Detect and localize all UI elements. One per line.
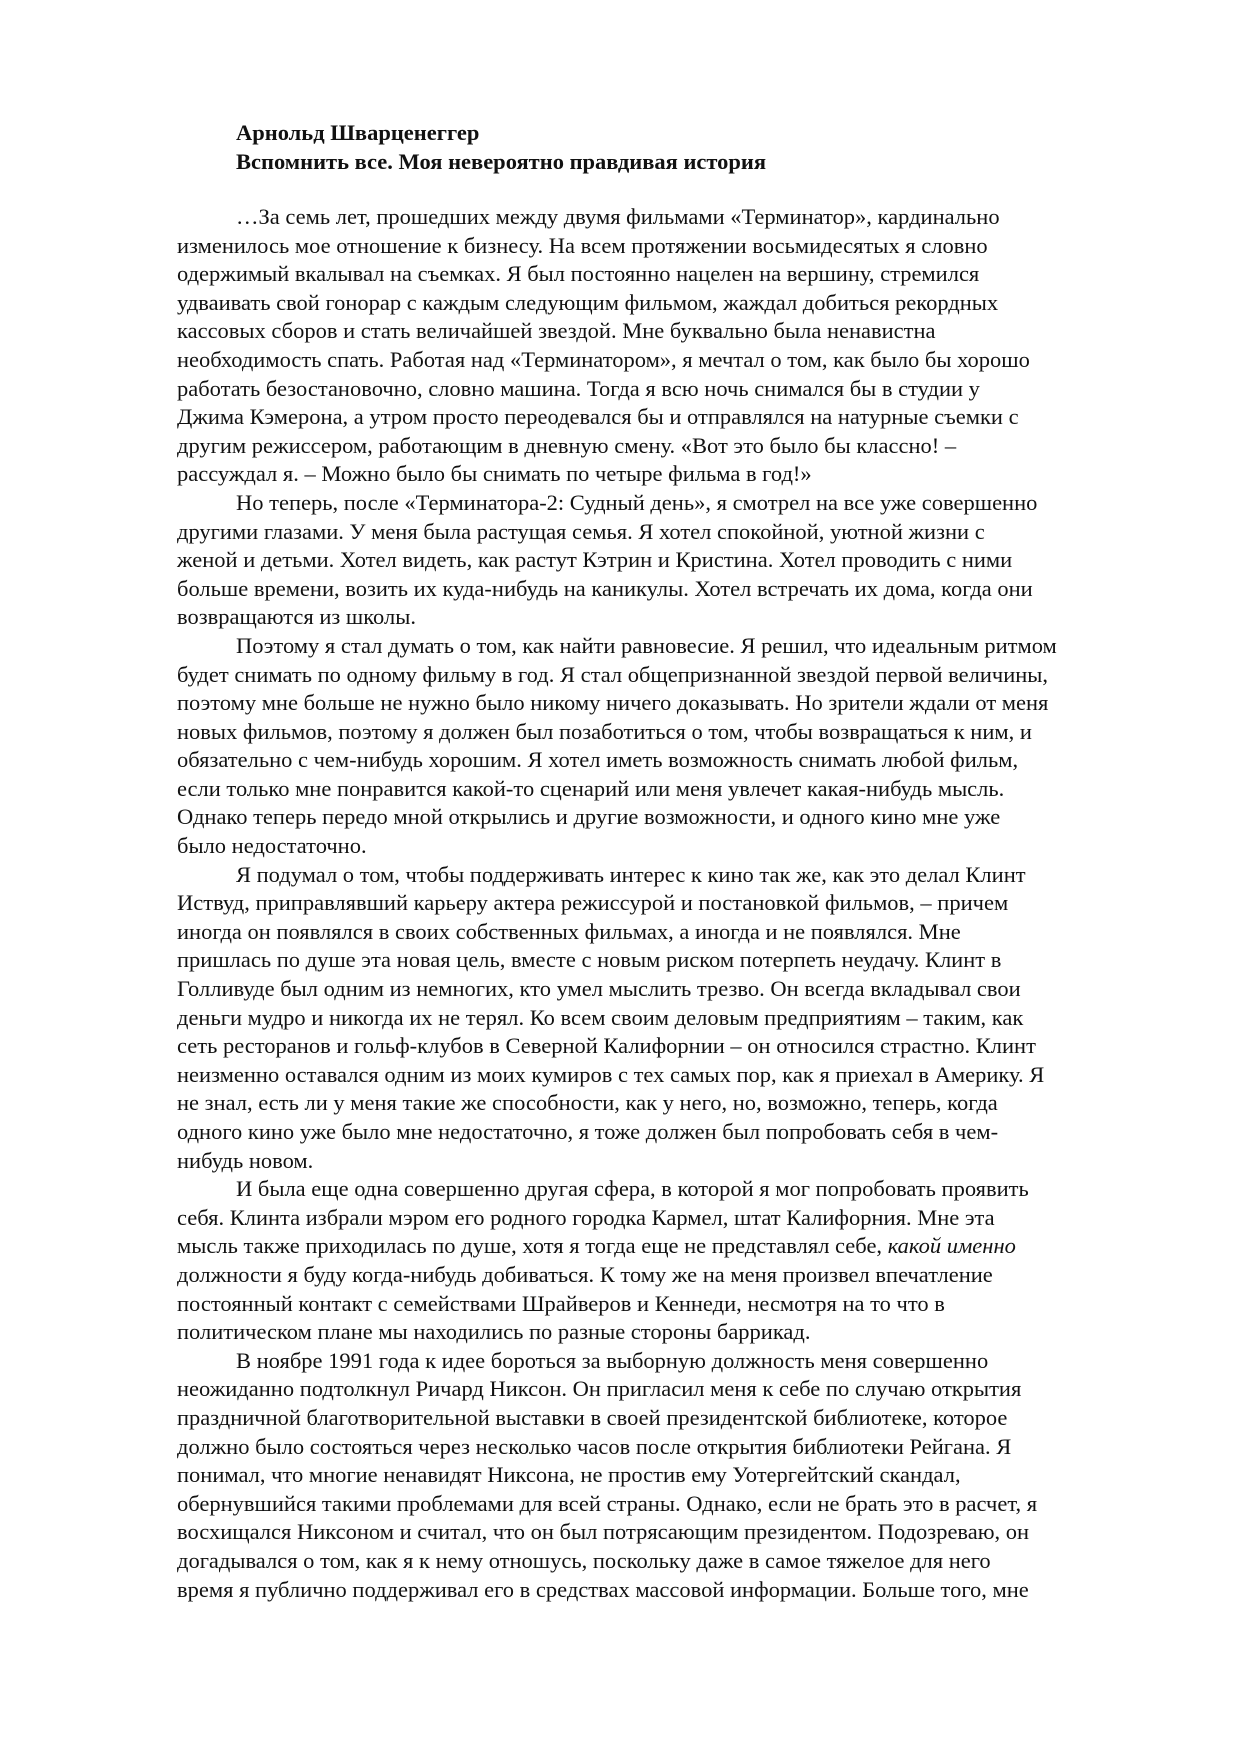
text-line: должно было состояться через несколько часов после открытия библиотеки Рейгана. Я	[177, 1433, 1012, 1459]
paragraph-6	[177, 1347, 1137, 1604]
text-line: Иствуд, приправлявший карьеру актера режиссурой и постановкой фильмов, – причем	[177, 890, 1009, 916]
text-line: должности я буду когда-нибудь добиваться. К тому же на меня произвел впечатление	[177, 1261, 993, 1287]
text-line: если только мне понравится какой-то сценарий или меня увлечет какая-нибудь мысль.	[177, 775, 1005, 801]
text-line: политическом плане мы находились по разные стороны баррикад.	[177, 1319, 811, 1345]
text-line: кассовых сборов и стать величайшей звездой. Мне буквально была ненавистна	[177, 318, 936, 344]
text-line: одержимый вкалывал на съемках. Я был постоянно нацелен на вершину, стремился	[177, 261, 980, 287]
text-line: удваивать свой гонорар с каждым следующим фильмом, жаждал добиться рекордных	[177, 289, 999, 315]
text-line: работать безостановочно, словно машина. Тогда я всю ночь снимался бы в студии у	[177, 375, 980, 401]
text-line: Голливуде был одним из немногих, кто умел мыслить трезво. Он всегда вкладывал свои	[177, 976, 1021, 1002]
text-line	[177, 1232, 1137, 1261]
text-line: новых фильмов, поэтому я должен был позаботиться о том, чтобы возвращаться к ним, и	[177, 718, 1032, 744]
emphasized-text: какой именно	[887, 1233, 1016, 1259]
text-line: было недостаточно.	[177, 833, 367, 859]
paragraph-4	[177, 861, 1137, 1176]
text-line: время я публично поддерживал его в средствах массовой информации. Больше того, мне	[177, 1576, 1029, 1602]
paragraph-2	[177, 489, 1137, 632]
text-line: изменилось мое отношение к бизнесу. На всем протяжении восьмидесятых я словно	[177, 232, 988, 258]
text-line: не знал, есть ли у меня такие же способности, как у него, но, возможно, теперь, когда	[177, 1090, 998, 1116]
text-line: одного кино уже было мне недостаточно, я тоже должен был попробовать себя в чем-	[177, 1119, 999, 1144]
text-line: обернувшийся такими проблемами для всей страны. Однако, если не брать это в расчет, я	[177, 1490, 1038, 1516]
text-line: постоянный контакт с семействами Шрайверов и Кеннеди, несмотря на то что в	[177, 1290, 945, 1316]
text-line: рассуждал я. – Можно было бы снимать по четыре фильма в год!»	[177, 461, 812, 487]
paragraph-1	[177, 203, 1137, 489]
text-line: возвращаются из школы.	[177, 604, 416, 630]
text-line: неожиданно подтолкнул Ричард Никсон. Он пригласил меня к себе по случаю открытия	[177, 1376, 1022, 1402]
text-line: В ноябре 1991 года к идее бороться за выборную должность меня совершенно	[236, 1347, 989, 1373]
text-line: сеть ресторанов и гольф-клубов в Северной Калифорнии – он относился страстно. Клинт	[177, 1033, 1036, 1059]
document-heading	[236, 118, 766, 176]
text-line: пришлась по душе эта новая цель, вместе с новым риском потерпеть неудачу. Клинт в	[177, 947, 1002, 973]
text-line: праздничной благотворительной выставки в своей президентской библиотеке, которое	[177, 1404, 1008, 1430]
text-line: неизменно оставался одним из моих кумиров с тех самых пор, как я приехал в Америку. Я	[177, 1061, 1045, 1087]
text-line: Я подумал о том, чтобы поддерживать интерес к кино так же, как это делал Клинт	[236, 861, 1026, 887]
text-line: женой и детьми. Хотел видеть, как растут Кэтрин и Кристина. Хотел проводить с ними	[177, 547, 1013, 573]
text-line-part: мысль также приходилась по душе, хотя я тогда еще не представлял себе,	[177, 1233, 883, 1259]
text-line: Джима Кэмерона, а утром просто переодевался бы и отправлялся на натурные съемки с	[177, 404, 1019, 430]
text-line: необходимость спать. Работая над «Терминатором», я мечтал о том, как было бы хорошо	[177, 346, 1030, 372]
body-text	[177, 203, 1137, 1604]
text-line: другими глазами. У меня была растущая семья. Я хотел спокойной, уютной жизни с	[177, 518, 985, 544]
text-line: …За семь лет, прошедших между двумя фильмами «Терминатор», кардинально	[236, 204, 1000, 229]
text-line: Поэтому я стал думать о том, как найти равновесие. Я решил, что идеальным ритмом	[236, 632, 1057, 658]
text-line: нибудь новом.	[177, 1147, 314, 1173]
text-line: другим режиссером, работающим в дневную смену. «Вот это было бы классно! –	[177, 432, 957, 458]
text-line: деньги мудро и никогда их не терял. Ко всем своим деловым предприятиям – таким, как	[177, 1004, 1024, 1030]
text-line: И была еще одна совершенно другая сфера, в которой я мог попробовать проявить	[236, 1176, 1029, 1202]
text-line: себя. Клинта избрали мэром его родного городка Кармел, штат Калифорния. Мне эта	[177, 1204, 995, 1230]
text-line: поэтому мне больше не нужно было никому ничего доказывать. Но зрители ждали от меня	[177, 690, 1049, 716]
paragraph-3	[177, 632, 1137, 861]
text-line: понимал, что многие ненавидят Никсона, не простив ему Уотергейтский скандал,	[177, 1462, 961, 1488]
text-line: Но теперь, после «Терминатора-2: Судный день», я смотрел на все уже совершенно	[236, 489, 1038, 515]
text-line: догадывался о том, как я к нему отношусь, поскольку даже в самое тяжелое для него	[177, 1547, 991, 1573]
text-line: больше времени, возить их куда-нибудь на каникулы. Хотел встречать их дома, когда они	[177, 575, 1033, 601]
text-line: восхищался Никсоном и считал, что он был потрясающим президентом. Подозреваю, он	[177, 1519, 1030, 1545]
book-title: Вспомнить все. Моя невероятно правдивая история	[236, 149, 767, 174]
paragraph-5	[177, 1175, 1137, 1347]
text-line: будет снимать по одному фильму в год. Я стал общепризнанной звездой первой величины,	[177, 661, 1049, 687]
text-line: иногда он появлялся в своих собственных фильмах, а иногда и не появлялся. Мне	[177, 918, 961, 944]
text-line: Однако теперь передо мной открылись и другие возможности, и одного кино мне уже	[177, 804, 1001, 830]
author-name: Арнольд Шварценеггер	[236, 120, 480, 145]
text-line: обязательно с чем-нибудь хорошим. Я хотел иметь возможность снимать любой фильм,	[177, 747, 1019, 773]
